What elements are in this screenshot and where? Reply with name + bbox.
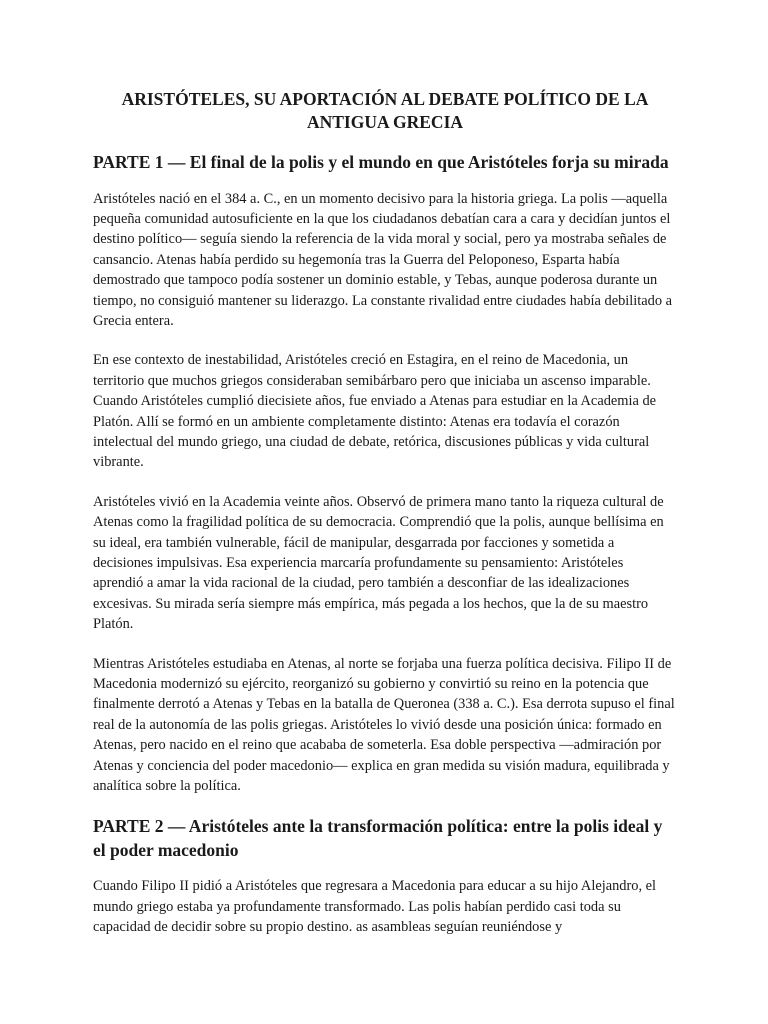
- paragraph-1: Aristóteles nació en el 384 a. C., en un momento decisivo para la historia griega. La polis —aquella pequeña comunidad autosuficiente en la que los ciudadanos debatían cara a cara y decidían juntos el destino político— seguía siendo la referencia de la vida moral y social, pero ya mostraba señales de cansancio. Atenas había perdido su hegemonía tras la Guerra del Peloponeso, Esparta había demostrado que tampoco podía sostener un dominio estable, y Tebas, aunque poderosa durante un tiempo, no consiguió mantener su liderazgo. La constante rivalidad entre ciudades había debilitado a Grecia entera.: [93, 190, 673, 329]
- paragraph-2: En ese contexto de inestabilidad, Aristóteles creció en Estagira, en el reino de Macedonia, un territorio que muchos griegos consideraban semibárbaro pero que iniciaba un ascenso imparable. Cuando Aristóteles cumplió diecisiete años, fue enviado a Atenas para estudiar en la Academia de Platón. Allí se formó en un ambiente completamente distinto: Atenas era todavía el corazón intelectual del mundo griego, una ciudad de debate, retórica, discusiones públicas y vida cultural vibrante.: [93, 352, 657, 471]
- section-parte-1: [93, 151, 677, 796]
- section-heading-parte-1: PARTE 1 — El final de la polis y el mundo en que Aristóteles forja su mirada: [93, 152, 669, 172]
- document-title: ARISTÓTELES, SU APORTACIÓN AL DEBATE POLÍTICO DE LA ANTIGUA GRECIA: [121, 89, 649, 132]
- paragraph-4: Mientras Aristóteles estudiaba en Atenas, al norte se forjaba una fuerza política decisiva. Filipo II de Macedonia modernizó su ejército, reorganizó su gobierno y convirtió su reino en la potencia que finalmente derrotó a Atenas y Tebas en la batalla de Queronea (338 a. C.). Esa derrota supuso el final real de la autonomía de las polis griegas. Aristóteles lo vivió desde una posición única: formado en Atenas, pero nacido en el reino que acababa de someterla. Esa doble perspectiva —admiración por Atenas y conciencia del poder macedonio— explica en gran medida su visión madura, equilibrada y analítica sobre la política.: [93, 655, 675, 795]
- section-heading-parte-2: PARTE 2 — Aristóteles ante la transformación política: entre la polis ideal y el poder macedonio: [93, 816, 663, 860]
- paragraph-5: Cuando Filipo II pidió a Aristóteles que regresara a Macedonia para educar a su hijo Alejandro, el mundo griego estaba ya profundamente transformado. Las polis habían perdido casi toda su capacidad de decidir sobre su propio destino. as asambleas seguían reuniéndose y: [93, 878, 657, 936]
- paragraph-3: Aristóteles vivió en la Academia veinte años. Observó de primera mano tanto la riqueza cultural de Atenas como la fragilidad política de su democracia. Comprendió que la polis, aunque bellísima en su ideal, era también vulnerable, fácil de manipular, desgarrada por facciones y sometida a decisiones impulsivas. Esa experiencia marcaría profundamente su pensamiento: Aristóteles aprendió a amar la vida racional de la ciudad, pero también a desconfiar de las idealizaciones excesivas. Su mirada sería siempre más empírica, más pegada a los hechos, que la de su maestro Platón.: [93, 493, 664, 633]
- section-parte-2: [93, 815, 677, 937]
- document-page: [93, 88, 677, 957]
